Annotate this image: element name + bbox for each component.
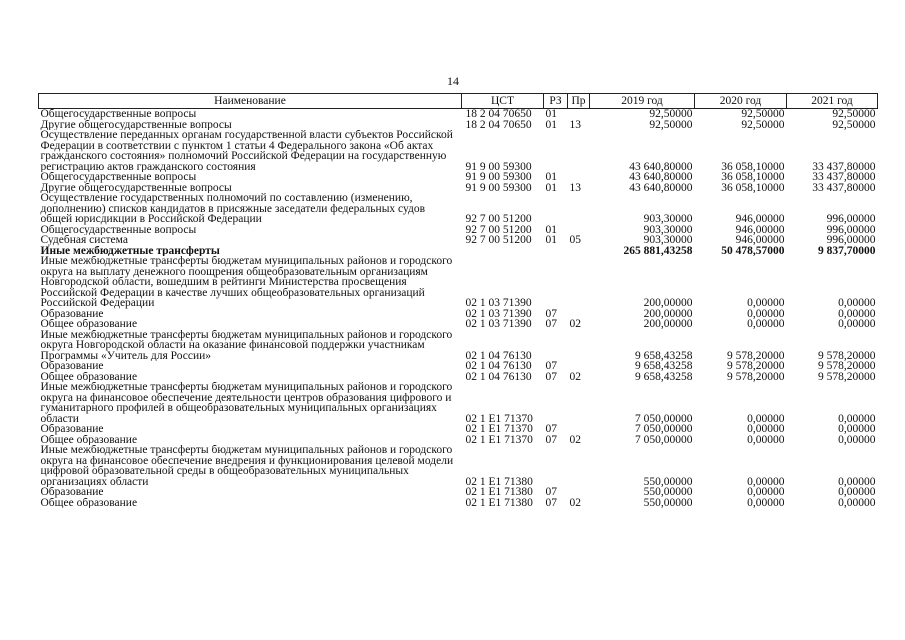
row-pr-cell: 02 (569, 434, 581, 445)
header-pr: Пр (568, 94, 590, 109)
row-name-cell: Общегосударственные вопросы (40, 108, 197, 120)
row-pr-cell (568, 225, 590, 236)
row-pr-cell (568, 382, 590, 424)
row-rz-cell: 01 (545, 224, 557, 235)
row-pr-cell: 02 (569, 319, 581, 330)
row-2020-cell: 946,00000 (735, 213, 785, 225)
header-name: Наименование (39, 94, 462, 109)
table-row (39, 183, 878, 194)
row-name-cell: Образование (40, 361, 104, 372)
row-pr-cell (568, 330, 590, 362)
row-rz-cell: 01 (545, 235, 557, 246)
row-2019-cell: 903,30000 (643, 224, 693, 235)
row-2019-cell: 92,50000 (649, 108, 693, 120)
row-cst-cell: 02 1 04 76130 (465, 349, 532, 361)
header-2019: 2019 год (590, 94, 695, 109)
table-row (39, 361, 878, 372)
row-2019-cell: 43 640,80000 (629, 182, 693, 193)
table-row (39, 309, 878, 320)
table-row (39, 193, 878, 225)
table-header-row (39, 94, 878, 109)
row-2020-cell: 9 578,20000 (727, 349, 785, 361)
row-cst-cell: 02 1 E1 71380 (465, 487, 533, 498)
row-2021-cell: 0,00000 (838, 308, 876, 319)
row-pr-cell (568, 193, 590, 225)
row-name-cell: Иные межбюджетные трансферты бюджетам муниципальных районов и городского округа на финансовое обеспечение деятельности центров образования цифрового и гуманитарного профилей в общеобразовательных муниципальных организациях области (40, 382, 453, 424)
row-2019-cell: 9 658,43258 (635, 361, 693, 372)
row-2019-cell: 43 640,80000 (629, 172, 693, 183)
row-2021-cell: 92,50000 (832, 119, 876, 130)
row-name-cell: Иные межбюджетные трансферты (40, 245, 220, 256)
table-body (39, 109, 878, 509)
row-2021-cell: 33 437,80000 (812, 182, 876, 193)
row-rz-cell: 01 (545, 108, 557, 120)
row-2021-cell: 9 837,70000 (818, 245, 876, 256)
row-2021-cell: 0,00000 (838, 424, 876, 435)
row-2019-cell: 200,00000 (643, 297, 693, 309)
row-2020-cell: 0,00000 (747, 424, 785, 435)
row-2020-cell: 946,00000 (735, 235, 785, 246)
row-rz-cell (544, 130, 568, 172)
row-pr-cell (568, 130, 590, 172)
table-row (39, 319, 878, 330)
row-cst-cell: 02 1 03 71390 (465, 308, 532, 319)
row-2020-cell: 36 058,10000 (721, 182, 785, 193)
row-2021-cell: 996,00000 (826, 224, 876, 235)
table-row (39, 372, 878, 383)
row-name-cell: Иные межбюджетные трансферты бюджетам муниципальных районов и городского округа на выплату денежного поощрения общеобразовательным организациям Новгородской области, вошедшим в рейтинги Министерства просвещения Российской Федерации в качестве лучших общеобразовательных организаций Российской Федерации (40, 256, 453, 309)
row-2020-cell: 0,00000 (747, 487, 785, 498)
row-rz-cell (544, 382, 568, 424)
table-row (39, 382, 878, 424)
row-2020-cell: 9 578,20000 (727, 371, 785, 382)
row-2020-cell: 0,00000 (747, 475, 785, 487)
row-2020-cell: 92,50000 (741, 108, 785, 120)
row-2021-cell: 0,00000 (838, 475, 876, 487)
table-row (39, 130, 878, 172)
row-name-cell: Осуществление переданных органам государственной власти субъектов Российской Федерации в соответствии с пунктом 1 статьи 4 Федерального закона «Об актах гражданского состояния» полномочий Российской Федерации на государственную регистрацию актов гражданского состояния (40, 130, 453, 172)
row-2019-cell: 9 658,43258 (635, 371, 693, 382)
table-row (39, 256, 878, 309)
row-pr-cell (568, 309, 590, 320)
row-name-cell: Другие общегосударственные вопросы (40, 119, 232, 130)
row-cst-cell: 92 7 00 51200 (465, 213, 532, 225)
row-2019-cell: 550,00000 (643, 497, 693, 508)
row-2019-cell: 550,00000 (643, 487, 693, 498)
row-2020-cell: 0,00000 (747, 297, 785, 309)
row-cst-cell: 02 1 04 76130 (465, 361, 532, 372)
row-2019-cell: 903,30000 (643, 213, 693, 225)
row-2020-cell: 92,50000 (741, 119, 785, 130)
row-name-cell: Общее образование (40, 319, 138, 330)
row-2020-cell: 9 578,20000 (727, 361, 785, 372)
row-cst-cell: 92 7 00 51200 (465, 224, 532, 235)
row-rz-cell: 07 (545, 308, 557, 319)
row-pr-cell (568, 445, 590, 487)
row-cst-cell (462, 246, 544, 257)
row-pr-cell (568, 256, 590, 309)
table-row (39, 109, 878, 120)
table-row (39, 120, 878, 131)
table-row (39, 246, 878, 257)
row-pr-cell: 13 (569, 182, 581, 193)
row-rz-cell: 07 (545, 319, 557, 330)
row-rz-cell (544, 256, 568, 309)
row-2020-cell: 36 058,10000 (721, 160, 785, 172)
row-2020-cell: 36 058,10000 (721, 172, 785, 183)
row-rz-cell: 07 (545, 487, 557, 498)
row-name-cell: Общегосударственные вопросы (40, 224, 197, 235)
row-2021-cell: 9 578,20000 (818, 361, 876, 372)
row-cst-cell: 92 7 00 51200 (465, 235, 532, 246)
row-cst-cell: 18 2 04 70650 (465, 119, 532, 130)
row-name-cell: Другие общегосударственные вопросы (40, 182, 232, 193)
row-rz-cell (544, 330, 568, 362)
header-2020: 2020 год (695, 94, 787, 109)
row-2019-cell: 92,50000 (649, 119, 693, 130)
row-2020-cell: 50 478,57000 (721, 245, 785, 256)
table-row (39, 487, 878, 498)
row-2021-cell: 0,00000 (838, 297, 876, 309)
row-name-cell: Общегосударственные вопросы (40, 172, 197, 183)
row-cst-cell: 18 2 04 70650 (465, 108, 532, 120)
row-cst-cell: 02 1 03 71390 (465, 297, 532, 309)
row-2020-cell: 0,00000 (747, 308, 785, 319)
row-2021-cell: 0,00000 (838, 434, 876, 445)
row-2019-cell: 43 640,80000 (629, 160, 693, 172)
row-2019-cell: 9 658,43258 (635, 349, 693, 361)
row-name-cell: Образование (40, 424, 104, 435)
row-rz-cell (544, 193, 568, 225)
row-2021-cell: 9 578,20000 (818, 349, 876, 361)
row-rz-cell: 01 (545, 119, 557, 130)
row-rz-cell: 07 (545, 497, 557, 508)
row-pr-cell: 02 (569, 371, 581, 382)
page-number: 14 (447, 74, 459, 88)
row-pr-cell (568, 246, 590, 257)
row-2019-cell: 7 050,00000 (635, 434, 693, 445)
row-2021-cell: 0,00000 (838, 319, 876, 330)
row-cst-cell: 02 1 E1 71370 (465, 434, 533, 445)
row-cst-cell: 02 1 E1 71370 (465, 412, 533, 424)
row-name-cell: Образование (40, 308, 104, 319)
row-pr-cell (568, 109, 590, 120)
row-2021-cell: 33 437,80000 (812, 172, 876, 183)
row-cst-cell: 02 1 04 76130 (465, 371, 532, 382)
row-2021-cell: 33 437,80000 (812, 160, 876, 172)
row-rz-cell: 07 (545, 424, 557, 435)
row-name-cell: Иные межбюджетные трансферты бюджетам муниципальных районов и городского округа на финансовое обеспечение внедрения и функционирования целевой модели цифровой образовательной среды в общеобразовательных муниципальных организациях области (40, 445, 454, 487)
row-pr-cell (568, 424, 590, 435)
row-2019-cell: 903,30000 (643, 235, 693, 246)
header-rz: РЗ (544, 94, 568, 109)
row-pr-cell (568, 361, 590, 372)
row-name-cell: Судебная система (40, 235, 128, 246)
row-2020-cell: 946,00000 (735, 224, 785, 235)
header-cst: ЦСТ (462, 94, 544, 109)
table-row (39, 424, 878, 435)
row-name-cell: Иные межбюджетные трансферты бюджетам муниципальных районов и городского округа Новгородской области на оказание финансовой поддержки участникам Программы «Учитель для России» (40, 329, 453, 361)
row-rz-cell: 07 (545, 434, 557, 445)
row-cst-cell: 02 1 E1 71380 (465, 475, 533, 487)
row-rz-cell: 01 (545, 172, 557, 183)
row-name-cell: Осуществление государственных полномочий по составлению (изменению, дополнению) списков кандидатов в присяжные заседатели федеральных судов общей юрисдикции в Российской Федерации (40, 193, 426, 225)
table-row (39, 498, 878, 509)
table-row (39, 435, 878, 446)
row-2019-cell: 200,00000 (643, 308, 693, 319)
row-cst-cell: 02 1 E1 71370 (465, 424, 533, 435)
row-rz-cell: 07 (545, 371, 557, 382)
budget-table (38, 93, 878, 508)
row-name-cell: Общее образование (40, 497, 138, 508)
row-pr-cell: 13 (569, 119, 581, 130)
row-2019-cell: 265 881,43258 (623, 245, 693, 256)
table-row (39, 330, 878, 362)
row-2021-cell: 996,00000 (826, 213, 876, 225)
row-cst-cell: 91 9 00 59300 (465, 182, 532, 193)
row-pr-cell (568, 487, 590, 498)
header-2021: 2021 год (787, 94, 878, 109)
row-2019-cell: 550,00000 (643, 475, 693, 487)
row-cst-cell: 91 9 00 59300 (465, 172, 532, 183)
row-rz-cell (544, 246, 568, 257)
row-pr-cell: 02 (569, 497, 581, 508)
row-2020-cell: 0,00000 (747, 412, 785, 424)
row-cst-cell: 91 9 00 59300 (465, 160, 532, 172)
row-rz-cell: 07 (545, 361, 557, 372)
row-pr-cell: 05 (569, 235, 581, 246)
row-cst-cell: 02 1 E1 71380 (465, 497, 533, 508)
row-name-cell: Общее образование (40, 434, 138, 445)
row-2021-cell: 0,00000 (838, 412, 876, 424)
row-2021-cell: 92,50000 (832, 108, 876, 120)
row-2021-cell: 9 578,20000 (818, 371, 876, 382)
row-name-cell: Общее образование (40, 371, 138, 382)
row-2021-cell: 0,00000 (838, 487, 876, 498)
table-row (39, 445, 878, 487)
row-rz-cell: 01 (545, 182, 557, 193)
row-2020-cell: 0,00000 (747, 497, 785, 508)
row-2021-cell: 0,00000 (838, 497, 876, 508)
row-2019-cell: 7 050,00000 (635, 424, 693, 435)
table-row (39, 235, 878, 246)
table-row (39, 172, 878, 183)
row-2020-cell: 0,00000 (747, 434, 785, 445)
row-2019-cell: 200,00000 (643, 319, 693, 330)
table-row (39, 225, 878, 236)
row-2020-cell: 0,00000 (747, 319, 785, 330)
row-2019-cell: 7 050,00000 (635, 412, 693, 424)
row-2021-cell: 996,00000 (826, 235, 876, 246)
row-cst-cell: 02 1 03 71390 (465, 319, 532, 330)
row-name-cell: Образование (40, 487, 104, 498)
row-rz-cell (544, 445, 568, 487)
row-pr-cell (568, 172, 590, 183)
